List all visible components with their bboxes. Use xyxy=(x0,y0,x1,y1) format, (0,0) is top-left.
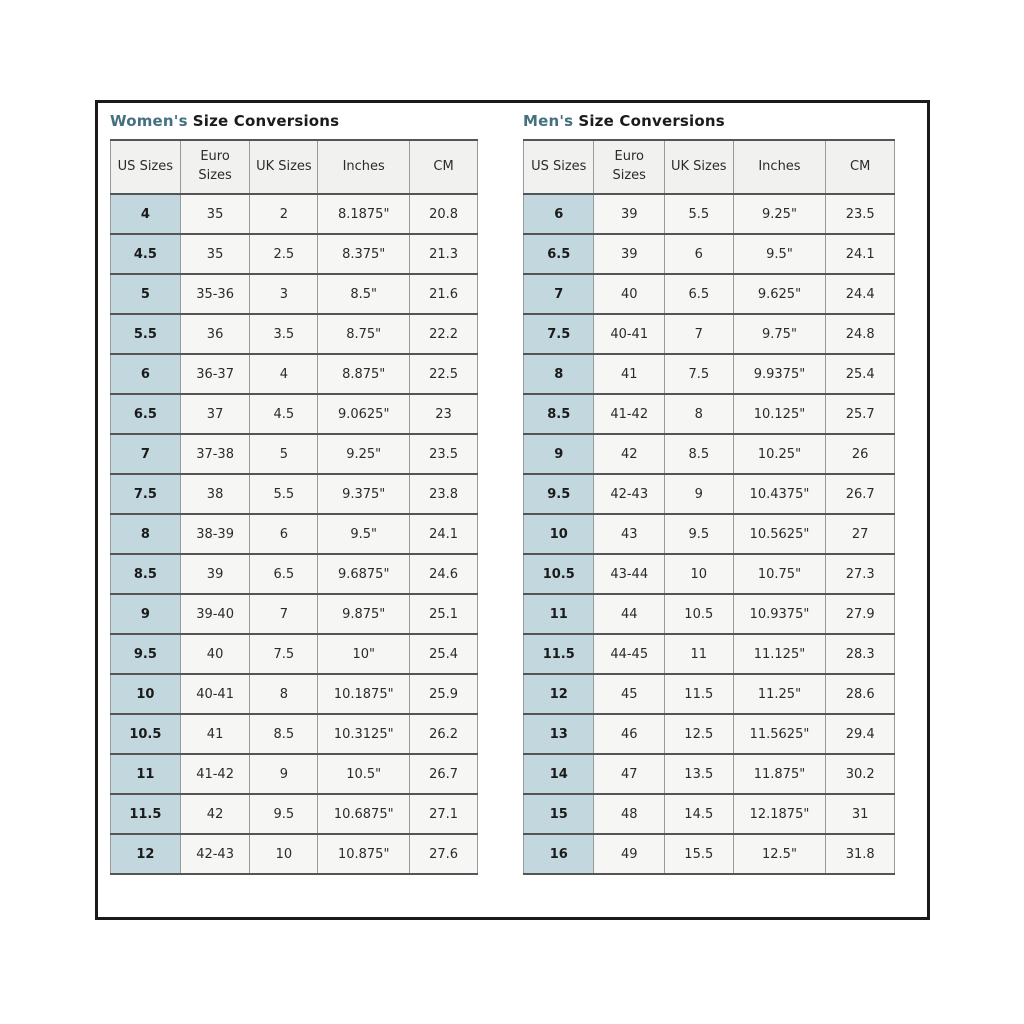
cell-us-size: 15 xyxy=(524,794,594,834)
table-row xyxy=(524,674,895,714)
mens-section-title xyxy=(523,112,895,130)
cell-inches: 10" xyxy=(318,634,410,674)
table-row xyxy=(111,594,478,634)
cell-cm: 20.8 xyxy=(410,194,478,234)
cell-cm: 25.4 xyxy=(826,354,895,394)
cell-cm: 27.3 xyxy=(826,554,895,594)
cell-euro-size: 43 xyxy=(594,514,664,554)
table-row xyxy=(111,234,478,274)
cell-us-size: 8.5 xyxy=(524,394,594,434)
cell-uk-size: 13.5 xyxy=(664,754,733,794)
table-row xyxy=(524,274,895,314)
cell-euro-size: 35 xyxy=(180,234,250,274)
cell-euro-size: 40 xyxy=(180,634,250,674)
table-row xyxy=(111,274,478,314)
cell-inches: 9.9375" xyxy=(733,354,826,394)
cell-euro-size: 40 xyxy=(594,274,664,314)
cell-inches: 8.875" xyxy=(318,354,410,394)
cell-cm: 25.7 xyxy=(826,394,895,434)
cell-us-size: 10.5 xyxy=(111,714,181,754)
cell-cm: 22.2 xyxy=(410,314,478,354)
cell-us-size: 13 xyxy=(524,714,594,754)
cell-uk-size: 15.5 xyxy=(664,834,733,874)
cell-uk-size: 12.5 xyxy=(664,714,733,754)
cell-uk-size: 10 xyxy=(250,834,318,874)
cell-uk-size: 14.5 xyxy=(664,794,733,834)
cell-uk-size: 5.5 xyxy=(664,194,733,234)
column-header-uk-size: UK Sizes xyxy=(664,140,733,194)
mens-table-body xyxy=(524,194,895,874)
column-header-cm: CM xyxy=(410,140,478,194)
mens-title-rest: Size Conversions xyxy=(578,112,725,130)
table-row xyxy=(111,554,478,594)
table-row xyxy=(111,354,478,394)
table-row xyxy=(111,474,478,514)
cell-us-size: 11.5 xyxy=(524,634,594,674)
table-row xyxy=(111,834,478,874)
table-row xyxy=(111,394,478,434)
cell-cm: 24.8 xyxy=(826,314,895,354)
cell-uk-size: 6.5 xyxy=(664,274,733,314)
cell-euro-size: 47 xyxy=(594,754,664,794)
table-row xyxy=(524,594,895,634)
cell-euro-size: 44 xyxy=(594,594,664,634)
cell-uk-size: 6 xyxy=(664,234,733,274)
cell-cm: 24.1 xyxy=(826,234,895,274)
cell-uk-size: 3.5 xyxy=(250,314,318,354)
cell-inches: 9.25" xyxy=(733,194,826,234)
cell-cm: 26.7 xyxy=(826,474,895,514)
cell-us-size: 9 xyxy=(111,594,181,634)
cell-inches: 8.5" xyxy=(318,274,410,314)
cell-cm: 26.7 xyxy=(410,754,478,794)
cell-uk-size: 10 xyxy=(664,554,733,594)
cell-inches: 10.4375" xyxy=(733,474,826,514)
cell-us-size: 6.5 xyxy=(524,234,594,274)
table-row xyxy=(524,714,895,754)
cell-uk-size: 11.5 xyxy=(664,674,733,714)
content-frame xyxy=(95,100,930,920)
cell-cm: 23.5 xyxy=(826,194,895,234)
cell-us-size: 8.5 xyxy=(111,554,181,594)
cell-euro-size: 48 xyxy=(594,794,664,834)
cell-us-size: 6 xyxy=(111,354,181,394)
cell-cm: 29.4 xyxy=(826,714,895,754)
header-row xyxy=(111,140,478,194)
cell-inches: 9.5" xyxy=(733,234,826,274)
cell-inches: 12.1875" xyxy=(733,794,826,834)
cell-us-size: 6.5 xyxy=(111,394,181,434)
table-row xyxy=(111,634,478,674)
cell-uk-size: 5 xyxy=(250,434,318,474)
cell-euro-size: 35 xyxy=(180,194,250,234)
cell-us-size: 8 xyxy=(111,514,181,554)
cell-inches: 9.875" xyxy=(318,594,410,634)
table-row xyxy=(524,754,895,794)
cell-us-size: 11 xyxy=(111,754,181,794)
cell-us-size: 9 xyxy=(524,434,594,474)
table-row xyxy=(524,554,895,594)
table-row xyxy=(111,434,478,474)
cell-us-size: 4.5 xyxy=(111,234,181,274)
cell-uk-size: 2 xyxy=(250,194,318,234)
cell-inches: 10.75" xyxy=(733,554,826,594)
cell-cm: 26.2 xyxy=(410,714,478,754)
table-row xyxy=(524,634,895,674)
cell-inches: 9.625" xyxy=(733,274,826,314)
cell-cm: 25.9 xyxy=(410,674,478,714)
column-header-cm: CM xyxy=(826,140,895,194)
cell-uk-size: 7 xyxy=(250,594,318,634)
cell-us-size: 10.5 xyxy=(524,554,594,594)
cell-us-size: 7.5 xyxy=(111,474,181,514)
cell-us-size: 12 xyxy=(111,834,181,874)
cell-euro-size: 41-42 xyxy=(594,394,664,434)
cell-us-size: 4 xyxy=(111,194,181,234)
cell-us-size: 14 xyxy=(524,754,594,794)
womens-table-body xyxy=(111,194,478,874)
table-row xyxy=(111,194,478,234)
table-row xyxy=(524,514,895,554)
cell-inches: 10.125" xyxy=(733,394,826,434)
column-header-inches: Inches xyxy=(318,140,410,194)
cell-uk-size: 2.5 xyxy=(250,234,318,274)
cell-euro-size: 42-43 xyxy=(594,474,664,514)
cell-us-size: 11 xyxy=(524,594,594,634)
womens-title-rest: Size Conversions xyxy=(192,112,340,130)
cell-inches: 9.6875" xyxy=(318,554,410,594)
cell-uk-size: 8 xyxy=(664,394,733,434)
cell-uk-size: 9 xyxy=(664,474,733,514)
cell-euro-size: 38-39 xyxy=(180,514,250,554)
cell-cm: 24.6 xyxy=(410,554,478,594)
cell-inches: 10.9375" xyxy=(733,594,826,634)
cell-uk-size: 11 xyxy=(664,634,733,674)
cell-euro-size: 46 xyxy=(594,714,664,754)
table-row xyxy=(111,754,478,794)
cell-cm: 28.3 xyxy=(826,634,895,674)
womens-size-section xyxy=(110,110,478,910)
table-row xyxy=(111,674,478,714)
cell-euro-size: 39-40 xyxy=(180,594,250,634)
cell-euro-size: 39 xyxy=(180,554,250,594)
table-row xyxy=(111,714,478,754)
cell-cm: 25.4 xyxy=(410,634,478,674)
column-header-us-size: US Sizes xyxy=(524,140,594,194)
cell-euro-size: 42 xyxy=(180,794,250,834)
cell-inches: 9.25" xyxy=(318,434,410,474)
cell-us-size: 11.5 xyxy=(111,794,181,834)
womens-section-title xyxy=(110,112,478,130)
cell-cm: 28.6 xyxy=(826,674,895,714)
cell-euro-size: 41-42 xyxy=(180,754,250,794)
cell-cm: 27.6 xyxy=(410,834,478,874)
cell-us-size: 6 xyxy=(524,194,594,234)
cell-euro-size: 42-43 xyxy=(180,834,250,874)
column-header-euro-size: Euro Sizes xyxy=(594,140,664,194)
table-row xyxy=(524,194,895,234)
header-row xyxy=(524,140,895,194)
cell-uk-size: 10.5 xyxy=(664,594,733,634)
cell-euro-size: 39 xyxy=(594,194,664,234)
cell-uk-size: 8 xyxy=(250,674,318,714)
table-row xyxy=(524,834,895,874)
cell-euro-size: 45 xyxy=(594,674,664,714)
column-header-euro-size: Euro Sizes xyxy=(180,140,250,194)
cell-uk-size: 7 xyxy=(664,314,733,354)
cell-cm: 27.9 xyxy=(826,594,895,634)
table-row xyxy=(111,514,478,554)
cell-cm: 23.5 xyxy=(410,434,478,474)
cell-euro-size: 35-36 xyxy=(180,274,250,314)
cell-euro-size: 36-37 xyxy=(180,354,250,394)
cell-us-size: 10 xyxy=(111,674,181,714)
table-row xyxy=(524,394,895,434)
cell-uk-size: 5.5 xyxy=(250,474,318,514)
table-row xyxy=(524,794,895,834)
cell-uk-size: 4 xyxy=(250,354,318,394)
cell-inches: 12.5" xyxy=(733,834,826,874)
cell-cm: 30.2 xyxy=(826,754,895,794)
table-row xyxy=(524,234,895,274)
womens-conversion-table xyxy=(110,139,478,875)
table-row xyxy=(524,354,895,394)
cell-cm: 22.5 xyxy=(410,354,478,394)
cell-cm: 21.6 xyxy=(410,274,478,314)
mens-size-section xyxy=(523,110,895,910)
cell-euro-size: 40-41 xyxy=(180,674,250,714)
mens-title-highlight: Men's xyxy=(523,112,574,130)
cell-us-size: 8 xyxy=(524,354,594,394)
cell-us-size: 5 xyxy=(111,274,181,314)
table-row xyxy=(524,314,895,354)
cell-cm: 26 xyxy=(826,434,895,474)
cell-inches: 8.75" xyxy=(318,314,410,354)
cell-uk-size: 4.5 xyxy=(250,394,318,434)
cell-inches: 10.5625" xyxy=(733,514,826,554)
cell-inches: 11.875" xyxy=(733,754,826,794)
cell-us-size: 9.5 xyxy=(111,634,181,674)
cell-uk-size: 8.5 xyxy=(664,434,733,474)
cell-inches: 11.125" xyxy=(733,634,826,674)
cell-us-size: 12 xyxy=(524,674,594,714)
cell-inches: 9.0625" xyxy=(318,394,410,434)
cell-euro-size: 41 xyxy=(594,354,664,394)
cell-euro-size: 40-41 xyxy=(594,314,664,354)
cell-cm: 25.1 xyxy=(410,594,478,634)
cell-euro-size: 39 xyxy=(594,234,664,274)
cell-us-size: 10 xyxy=(524,514,594,554)
cell-uk-size: 9.5 xyxy=(250,794,318,834)
cell-us-size: 16 xyxy=(524,834,594,874)
mens-conversion-table xyxy=(523,139,895,875)
cell-uk-size: 7.5 xyxy=(250,634,318,674)
cell-us-size: 9.5 xyxy=(524,474,594,514)
cell-cm: 24.4 xyxy=(826,274,895,314)
cell-inches: 11.5625" xyxy=(733,714,826,754)
table-row xyxy=(524,434,895,474)
cell-cm: 24.1 xyxy=(410,514,478,554)
cell-inches: 10.25" xyxy=(733,434,826,474)
cell-euro-size: 49 xyxy=(594,834,664,874)
cell-inches: 10.5" xyxy=(318,754,410,794)
cell-cm: 31 xyxy=(826,794,895,834)
cell-uk-size: 3 xyxy=(250,274,318,314)
cell-inches: 10.3125" xyxy=(318,714,410,754)
cell-inches: 9.375" xyxy=(318,474,410,514)
cell-uk-size: 7.5 xyxy=(664,354,733,394)
cell-euro-size: 37-38 xyxy=(180,434,250,474)
cell-euro-size: 38 xyxy=(180,474,250,514)
cell-us-size: 7 xyxy=(524,274,594,314)
cell-inches: 8.375" xyxy=(318,234,410,274)
cell-euro-size: 42 xyxy=(594,434,664,474)
cell-uk-size: 9.5 xyxy=(664,514,733,554)
column-header-inches: Inches xyxy=(733,140,826,194)
cell-cm: 21.3 xyxy=(410,234,478,274)
column-header-us-size: US Sizes xyxy=(111,140,181,194)
cell-us-size: 7 xyxy=(111,434,181,474)
table-row xyxy=(111,794,478,834)
cell-us-size: 5.5 xyxy=(111,314,181,354)
cell-cm: 27.1 xyxy=(410,794,478,834)
cell-cm: 23 xyxy=(410,394,478,434)
cell-us-size: 7.5 xyxy=(524,314,594,354)
cell-uk-size: 6 xyxy=(250,514,318,554)
cell-inches: 9.5" xyxy=(318,514,410,554)
cell-uk-size: 8.5 xyxy=(250,714,318,754)
cell-euro-size: 37 xyxy=(180,394,250,434)
cell-cm: 23.8 xyxy=(410,474,478,514)
cell-uk-size: 6.5 xyxy=(250,554,318,594)
mens-table-header xyxy=(524,140,895,194)
cell-inches: 10.875" xyxy=(318,834,410,874)
cell-inches: 8.1875" xyxy=(318,194,410,234)
column-header-uk-size: UK Sizes xyxy=(250,140,318,194)
table-row xyxy=(111,314,478,354)
cell-cm: 31.8 xyxy=(826,834,895,874)
cell-inches: 11.25" xyxy=(733,674,826,714)
cell-inches: 10.1875" xyxy=(318,674,410,714)
cell-euro-size: 41 xyxy=(180,714,250,754)
cell-euro-size: 36 xyxy=(180,314,250,354)
womens-title-highlight: Women's xyxy=(110,112,188,130)
cell-inches: 9.75" xyxy=(733,314,826,354)
table-row xyxy=(524,474,895,514)
cell-euro-size: 43-44 xyxy=(594,554,664,594)
cell-inches: 10.6875" xyxy=(318,794,410,834)
womens-table-header xyxy=(111,140,478,194)
cell-cm: 27 xyxy=(826,514,895,554)
cell-euro-size: 44-45 xyxy=(594,634,664,674)
cell-uk-size: 9 xyxy=(250,754,318,794)
